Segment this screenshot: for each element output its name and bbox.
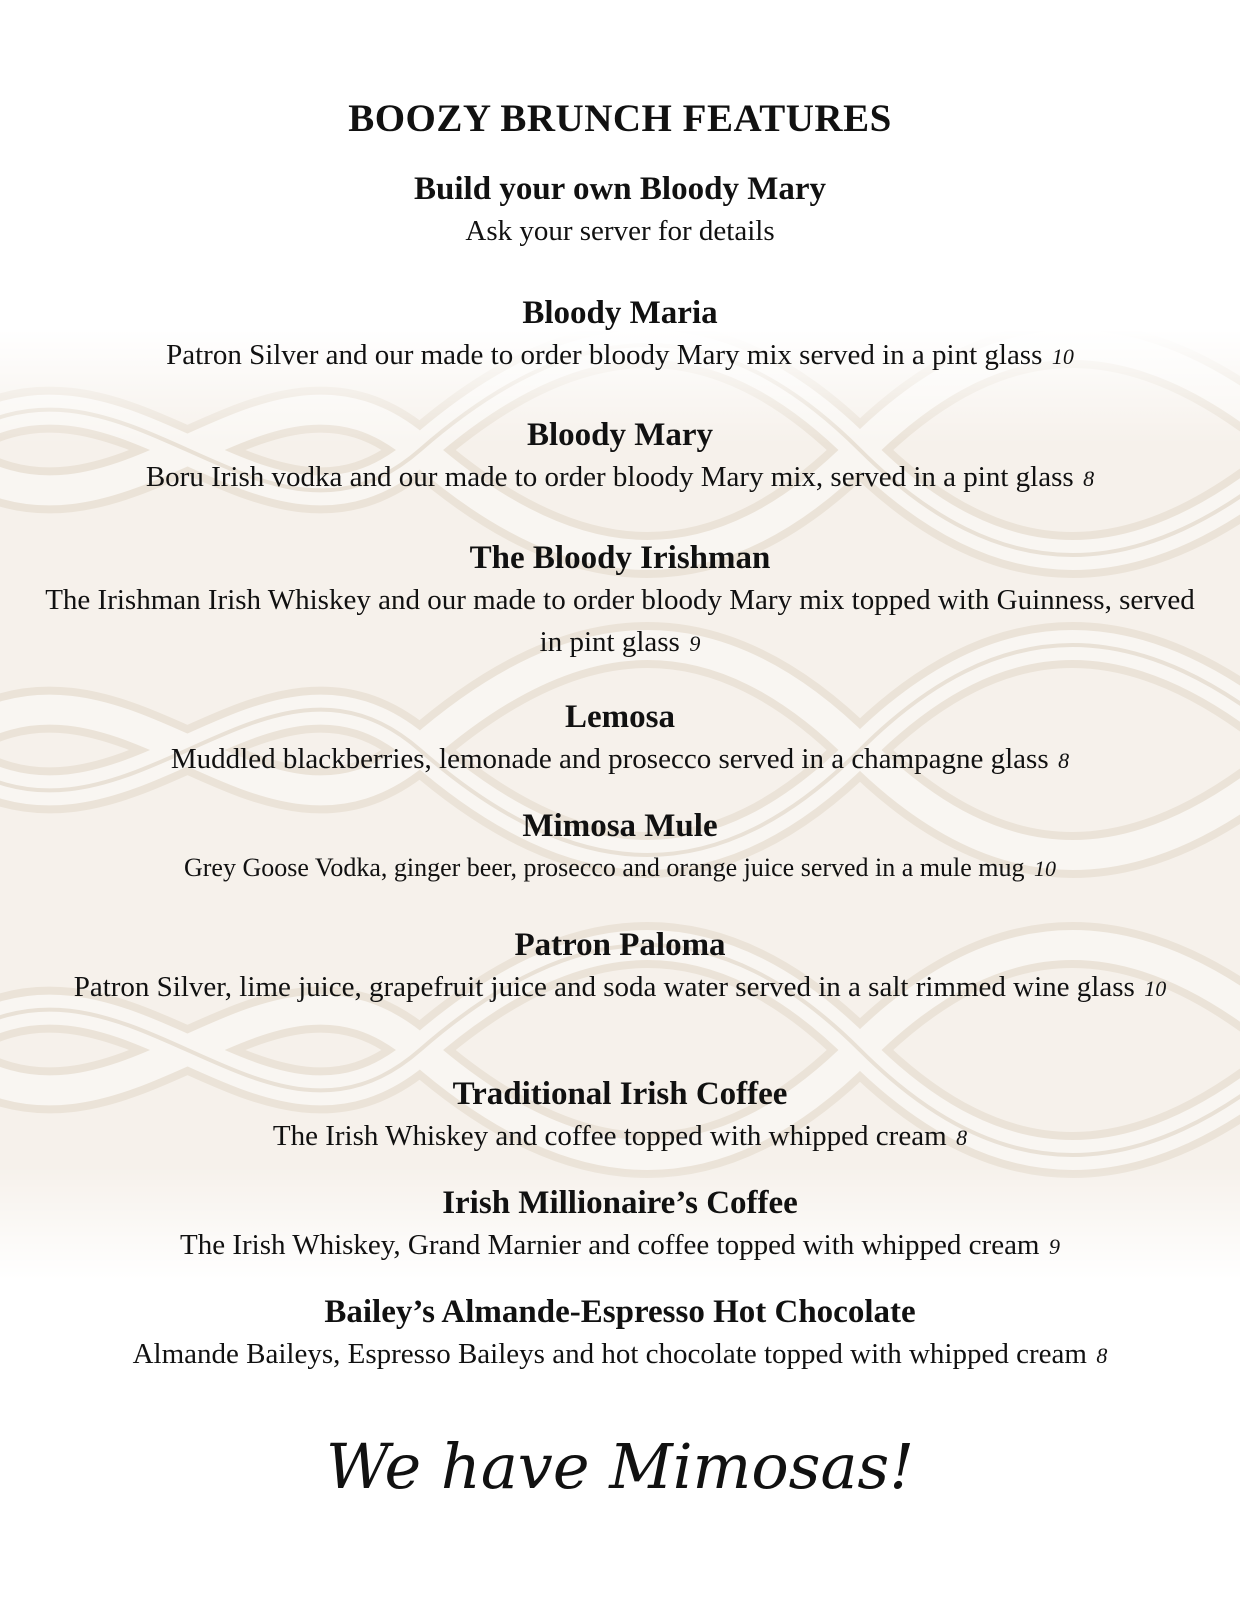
item-price: 9	[1043, 1234, 1060, 1259]
item-name: Bloody Mary	[526, 417, 714, 453]
item-name: Bloody Maria	[522, 295, 718, 331]
item-description: Grey Goose Vodka, ginger beer, prosecco and orange juice served in a mule mug	[183, 853, 1025, 882]
menu-item	[40, 1182, 1200, 1268]
item-name: Lemosa	[565, 699, 675, 735]
menu-item	[40, 805, 1200, 890]
item-price: 8	[1077, 466, 1095, 491]
menu-intro	[40, 168, 1200, 252]
menu-item	[40, 1291, 1200, 1377]
item-price: 8	[1052, 748, 1070, 773]
item-description: Patron Silver, lime juice, grapefruit juice and soda water served in a salt rimmed wine glass	[73, 971, 1135, 1003]
item-name: Bailey’s Almande-Espresso Hot Chocolate	[324, 1294, 916, 1330]
item-description: The Irishman Irish Whiskey and our made to order bloody Mary mix topped with Guinness, served in pint glass	[45, 584, 1195, 658]
footer-slogan: We have Mimosas!	[325, 1430, 915, 1503]
item-name: Patron Paloma	[514, 927, 726, 963]
intro-description: Ask your server for details	[465, 215, 775, 247]
item-description: Almande Baileys, Espresso Baileys and hot chocolate topped with whipped cream	[132, 1338, 1087, 1370]
menu-item	[40, 292, 1200, 378]
item-name: Traditional Irish Coffee	[452, 1076, 788, 1112]
item-price: 9	[683, 631, 701, 656]
menu-item	[40, 696, 1200, 782]
item-name: Irish Millionaire’s Coffee	[442, 1185, 798, 1221]
intro-name: Build your own Bloody Mary	[414, 171, 826, 207]
menu-item	[40, 414, 1200, 500]
menu-title: BOOZY BRUNCH FEATURES	[348, 97, 892, 140]
item-description: Patron Silver and our made to order bloody Mary mix served in a pint glass	[166, 339, 1043, 371]
item-description: The Irish Whiskey, Grand Marnier and coffee topped with whipped cream	[179, 1229, 1040, 1261]
item-name: Mimosa Mule	[522, 808, 718, 844]
menu-item	[40, 537, 1200, 665]
item-price: 10	[1028, 856, 1057, 881]
item-price: 10	[1046, 344, 1074, 369]
item-price: 8	[950, 1125, 968, 1150]
item-price: 10	[1138, 976, 1167, 1001]
menu-item	[40, 924, 1200, 1010]
item-description: Boru Irish vodka and our made to order bloody Mary mix, served in a pint glass	[145, 461, 1074, 493]
item-description: The Irish Whiskey and coffee topped with whipped cream	[272, 1120, 947, 1152]
menu-item	[40, 1073, 1200, 1159]
item-description: Muddled blackberries, lemonade and prosecco served in a champagne glass	[170, 743, 1049, 775]
item-name: The Bloody Irishman	[469, 540, 771, 576]
item-price: 8	[1090, 1343, 1108, 1368]
